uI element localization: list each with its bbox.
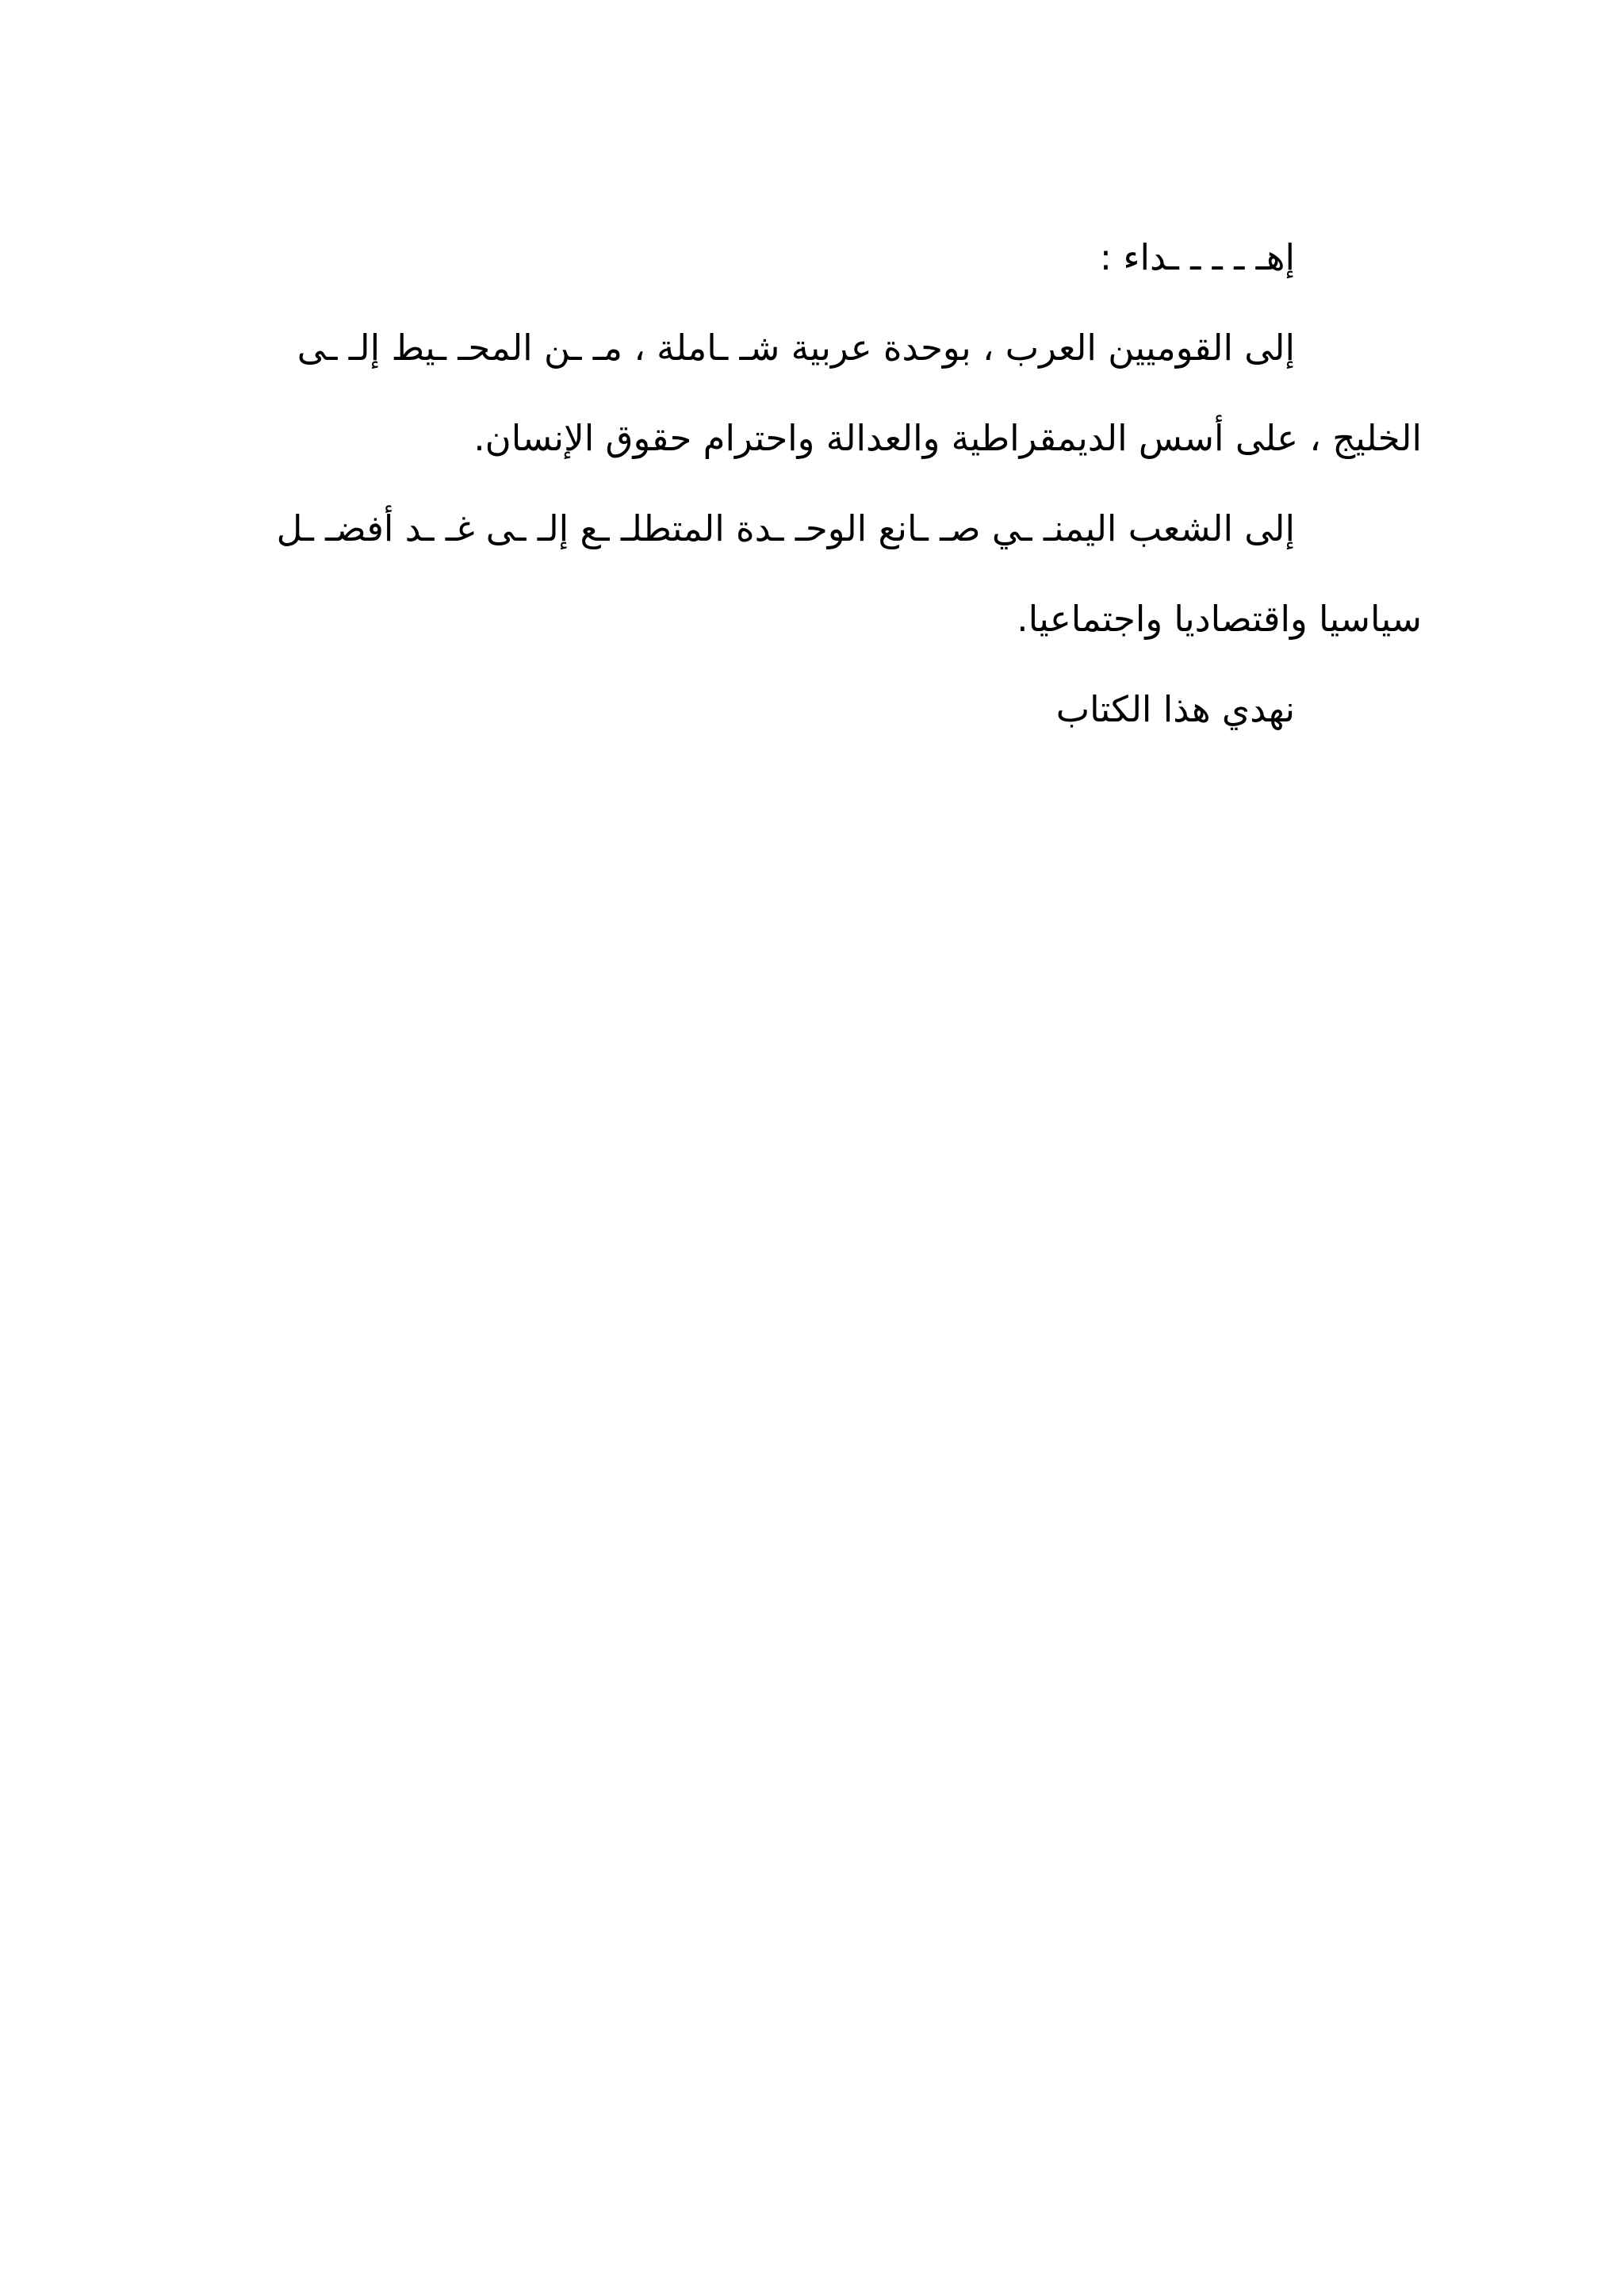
dedication-closing: نهدي هذا الكتاب: [1055, 688, 1295, 730]
paragraph-1-line-2: الخليج ، على أسس الديمقراطية والعدالة واحترام حقوق الإنسان.: [473, 417, 1422, 459]
paragraph-2-line-2: سياسيا واقتصاديا واجتماعيا.: [1017, 598, 1422, 640]
paragraph-1-line-1: إلى القوميين العرب ، بوحدة عربية شـ ـاملة ، مـ ـن المحـ ـيط إلـ ـى: [297, 327, 1295, 369]
dedication-block: [202, 212, 1422, 755]
dedication-heading: إهـ ـ ـ ـ ـداء :: [1099, 236, 1295, 278]
paragraph-2-line-1: إلى الشعب اليمنـ ـي صـ ـانع الوحـ ـدة المتطلـ ـع إلـ ـى غـ ـد أفضـ ـل: [276, 507, 1295, 549]
